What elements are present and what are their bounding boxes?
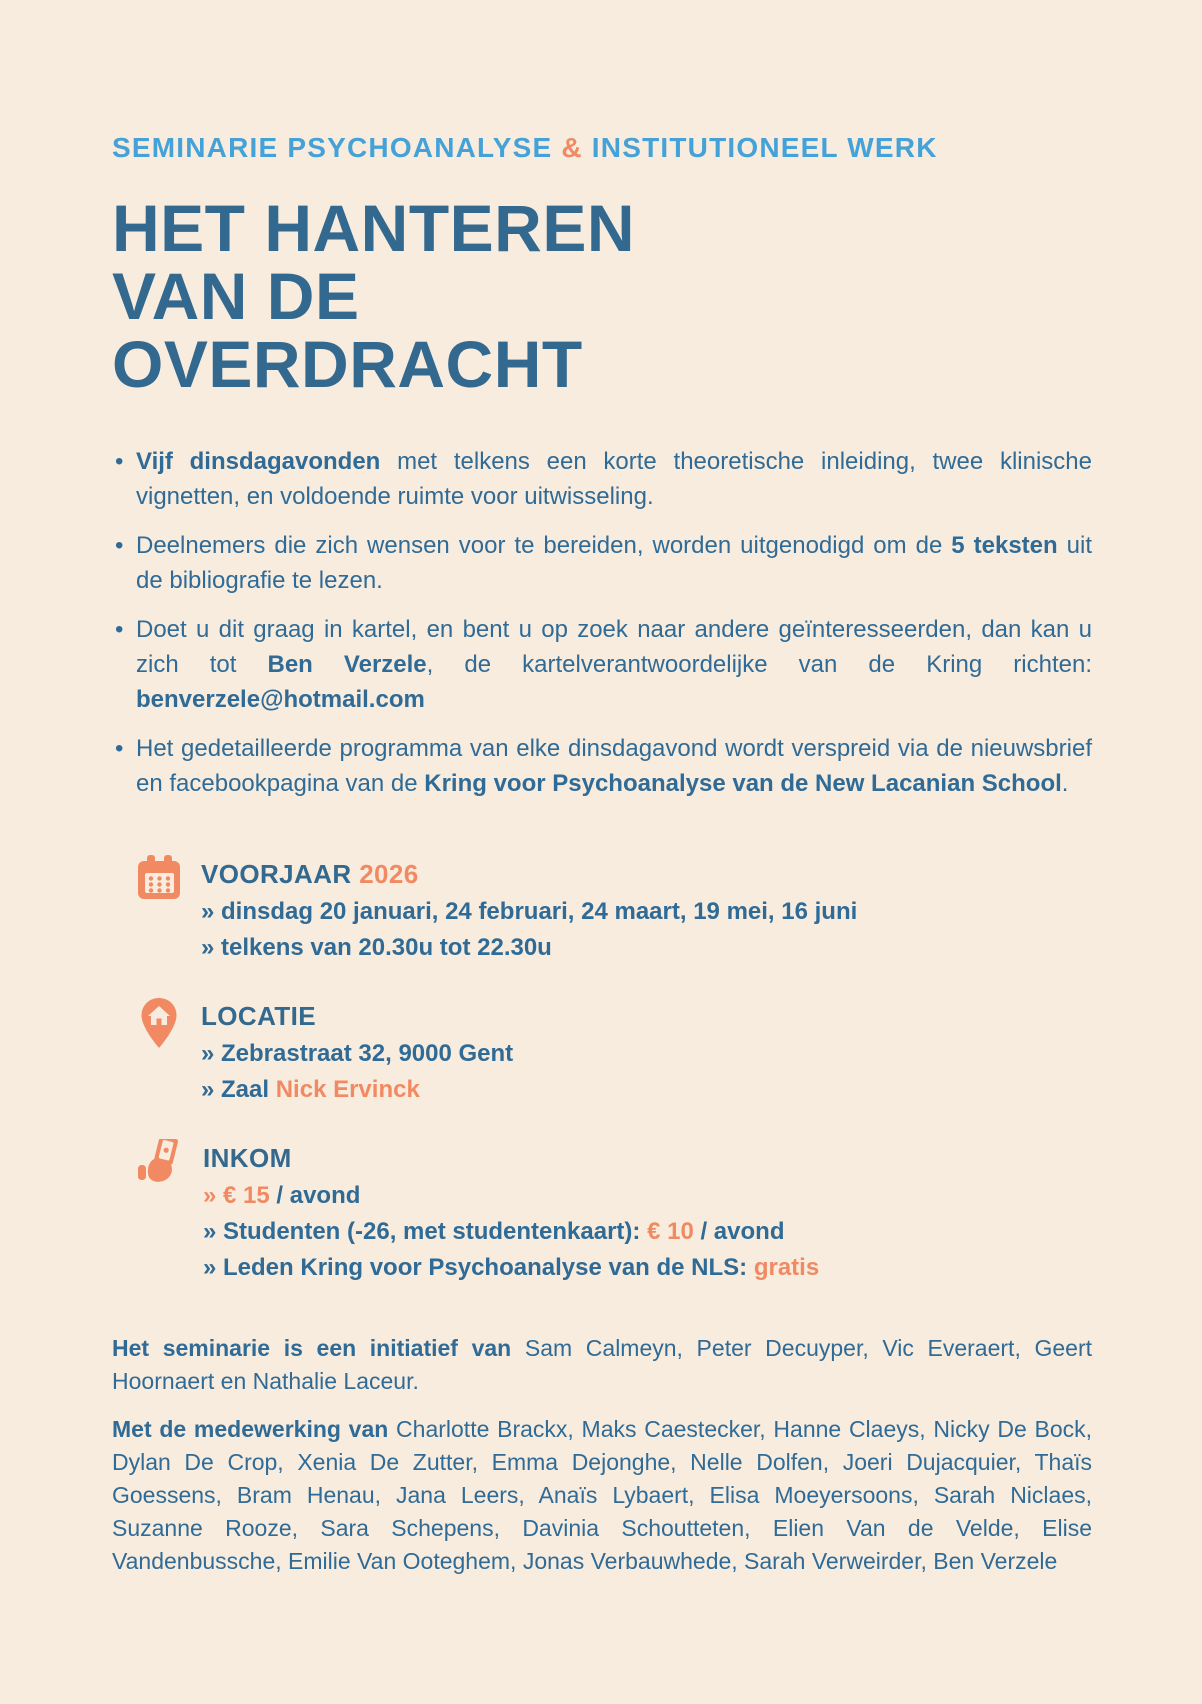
- location-content: [201, 995, 1092, 1108]
- location-pin-icon: [137, 997, 181, 1049]
- schedule-content: [201, 853, 1092, 966]
- admission-student-price-line: » Studenten (-26, met studentenkaart): € 10 / avond: [203, 1218, 785, 1245]
- credits-collaborators-paragraph: Met de medewerking van Charlotte Brackx, Maks Caestecker, Hanne Claeys, Nicky De Bock, Dylan De Crop, Xenia De Zutter, Emma Dejonghe, Nelle Dolfen, Joeri Dujacquier, Thaïs Goessens, Bram Henau, Jana Leers, Anaïs Lybaert, Elisa Moeyersoons, Sarah Niclaes, Suzanne Rooze, Sara Schepens, Davinia Schoutteten, Elien Van de Velde, Elise Vandenbussche, Emilie Van Ooteghem, Jonas Verbauwhede, Sarah Verweirder, Ben Verzele: [112, 1416, 1093, 1574]
- admission-content: [203, 1137, 1092, 1286]
- location-room-line: » Zaal Nick Ervinck: [201, 1076, 420, 1103]
- eyebrow-part2: INSTITUTIONEEL WERK: [582, 132, 938, 163]
- admission-heading: INKOM: [203, 1143, 292, 1173]
- title-line-1: HET HANTEREN: [112, 191, 636, 265]
- bullet-item-format: • Vijf dinsdagavonden met telkens een korte theoretische inleiding, twee klinische vignetten, en voldoende ruimte voor uitwisseling.: [112, 444, 1092, 514]
- admission-standard-price-line: » € 15 / avond: [203, 1182, 361, 1209]
- bullet-item-program-distribution: • Het gedetailleerde programma van elke dinsdagavond wordt verspreid via de nieuwsbrief en facebookpagina van de Kring voor Psychoanalyse van de New Lacanian School.: [112, 731, 1092, 801]
- eyebrow-part1: SEMINARIE PSYCHOANALYSE: [112, 132, 562, 163]
- calendar-icon: [137, 855, 181, 901]
- bullet-item-cartel-contact: • Doet u dit graag in kartel, en bent u op zoek naar andere geïnteresseerden, dan kan u zich tot Ben Verzele, de kartelverantwoordelijke van de Kring richten: benverzele@hotmail.com: [112, 612, 1092, 717]
- admission-members-price-line: » Leden Kring voor Psychoanalyse van de NLS: gratis: [203, 1254, 820, 1281]
- location-lines: [201, 1036, 1092, 1108]
- schedule-hours-line: » telkens van 20.30u tot 22.30u: [201, 934, 552, 961]
- location-heading: LOCATIE: [201, 1001, 316, 1031]
- page-title: [112, 191, 1092, 401]
- title-line-2: VAN DE: [112, 259, 360, 333]
- credits-initiative-paragraph: Het seminarie is een initiatief van Sam Calmeyn, Peter Decuyper, Vic Everaert, Geert Hoornaert en Nathalie Laceur.: [112, 1335, 1092, 1394]
- admission-lines: [203, 1178, 1092, 1286]
- schedule-dates-line: » dinsdag 20 januari, 24 februari, 24 maart, 19 mei, 16 juni: [201, 898, 858, 925]
- schedule-heading: VOORJAAR 2026: [201, 859, 419, 889]
- eyebrow-ampersand: &: [561, 132, 583, 163]
- info-section-admission: [137, 1137, 1092, 1286]
- location-address-line: » Zebrastraat 32, 9000 Gent: [201, 1040, 514, 1067]
- info-section-location: [137, 995, 1092, 1108]
- title-line-3: OVERDRACHT: [112, 327, 583, 401]
- admission-hand-money-icon: [137, 1139, 183, 1187]
- bullet-item-preparation: • Deelnemers die zich wensen voor te bereiden, worden uitgenodigd om de 5 teksten uit de bibliografie te lezen.: [112, 528, 1092, 598]
- seminar-eyebrow: [112, 132, 1092, 164]
- practical-info: [112, 853, 1092, 1286]
- info-section-schedule: [137, 853, 1092, 966]
- credits: [112, 1332, 1092, 1578]
- schedule-lines: [201, 894, 1092, 966]
- bullet-list: [112, 444, 1092, 801]
